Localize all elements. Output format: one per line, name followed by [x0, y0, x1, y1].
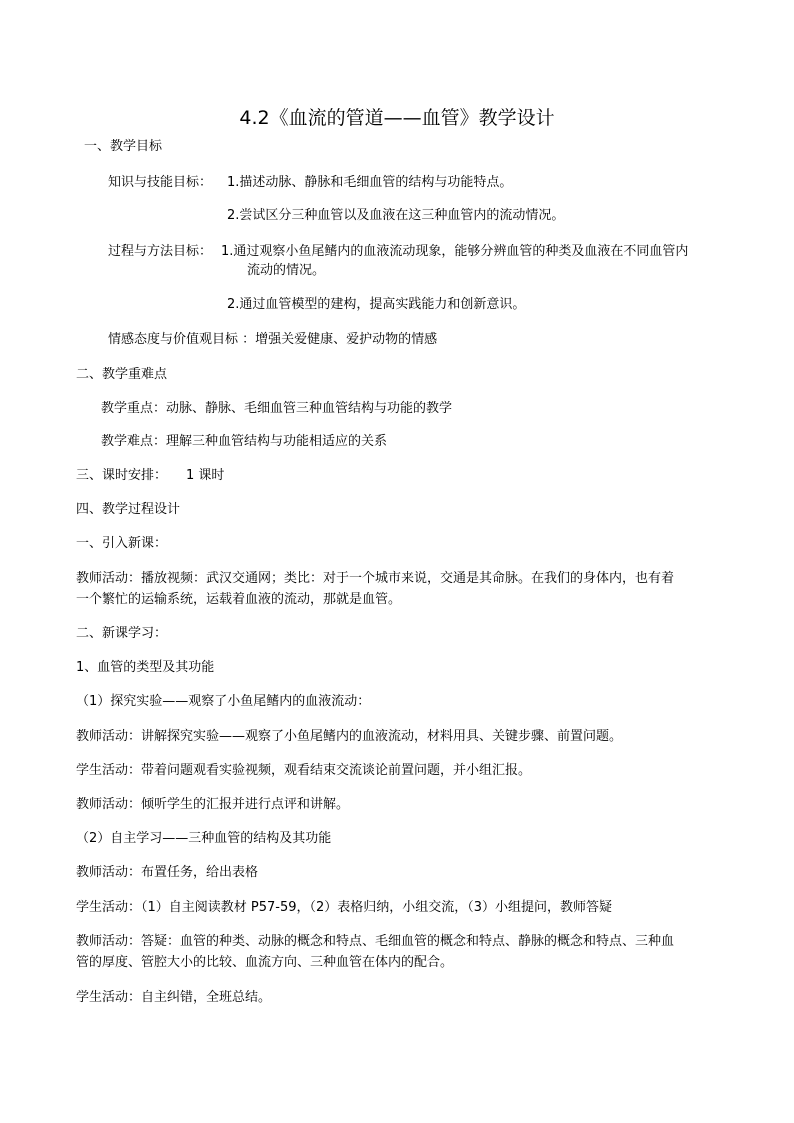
final-student: 学生活动：自主纠错，全班总结。 [76, 990, 272, 1005]
section-heading-objectives: 一、教学目标 [84, 139, 163, 154]
section-heading-keypoints: 二、教学重难点 [76, 367, 168, 382]
experiment-teacher-2: 教师活动：倾听学生的汇报并进行点评和讲解。 [76, 797, 350, 812]
schedule-value: 1 课时 [186, 468, 225, 483]
self-study-teacher: 教师活动：布置任务，给出表格 [76, 865, 259, 880]
section-heading-schedule: 三、课时安排： [76, 468, 168, 483]
intro-teacher-line-1: 教师活动：播放视频：武汉交通网；类比：对于一个城市来说，交通是其命脉。在我们的身体内，也有着 [76, 571, 675, 586]
experiment-teacher: 教师活动：讲解探究实验——观察了小鱼尾鳍内的血液流动，材料用具、关键步骤、前置问题。 [76, 729, 623, 744]
process-label: 过程与方法目标： [108, 244, 213, 259]
self-study-heading: （2）自主学习——三种血管的结构及其功能 [76, 831, 332, 846]
intro-heading: 一、引入新课： [76, 536, 168, 551]
key-point: 教学重点：动脉、静脉、毛细血管三种血管结构与功能的教学 [101, 401, 453, 416]
knowledge-item-1: 1.描述动脉、静脉和毛细血管的结构与功能特点。 [227, 175, 513, 190]
intro-teacher-line-2: 一个繁忙的运输系统，运载着血液的流动，那就是血管。 [76, 592, 402, 607]
answer-teacher-line-1: 教师活动：答疑：血管的种类、动脉的概念和特点、毛细血管的概念和特点、静脉的概念和特点、三种血 [76, 934, 675, 949]
section-heading-process: 四、教学过程设计 [76, 502, 181, 517]
document-title: 4.2《血流的管道——血管》教学设计 [239, 107, 555, 129]
emotion-objective: 情感态度与价值观目标 ：增强关爱健康、爱护动物的情感 [108, 332, 438, 347]
process-item-1a: 1.通过观察小鱼尾鳍内的血液流动现象，能够分辨血管的种类及血液在不同血管内 [221, 244, 689, 259]
process-item-1b: 流动的情况。 [247, 263, 326, 278]
answer-teacher-line-2: 管的厚度、管腔大小的比较、血流方向、三种血管在体内的配合。 [76, 955, 454, 970]
new-lesson-heading: 二、新课学习： [76, 626, 168, 641]
knowledge-item-2: 2.尝试区分三种血管以及血液在这三种血管内的流动情况。 [227, 208, 565, 223]
process-item-2: 2.通过血管模型的建构，提高实践能力和创新意识。 [227, 297, 526, 312]
self-study-student: 学生活动：（1）自主阅读教材 P57-59，（2）表格归纳，小组交流，（3）小组提问，教师答疑 [76, 900, 613, 915]
difficulty-point: 教学难点：理解三种血管结构与功能相适应的关系 [101, 434, 388, 449]
experiment-heading: （1）探究实验——观察了小鱼尾鳍内的血液流动： [76, 694, 371, 709]
knowledge-label: 知识与技能目标： [108, 175, 213, 190]
experiment-student: 学生活动：带着问题观看实验视频，观看结束交流谈论前置问题，并小组汇报。 [76, 763, 532, 778]
vessel-types-heading: 1、血管的类型及其功能 [76, 660, 215, 675]
